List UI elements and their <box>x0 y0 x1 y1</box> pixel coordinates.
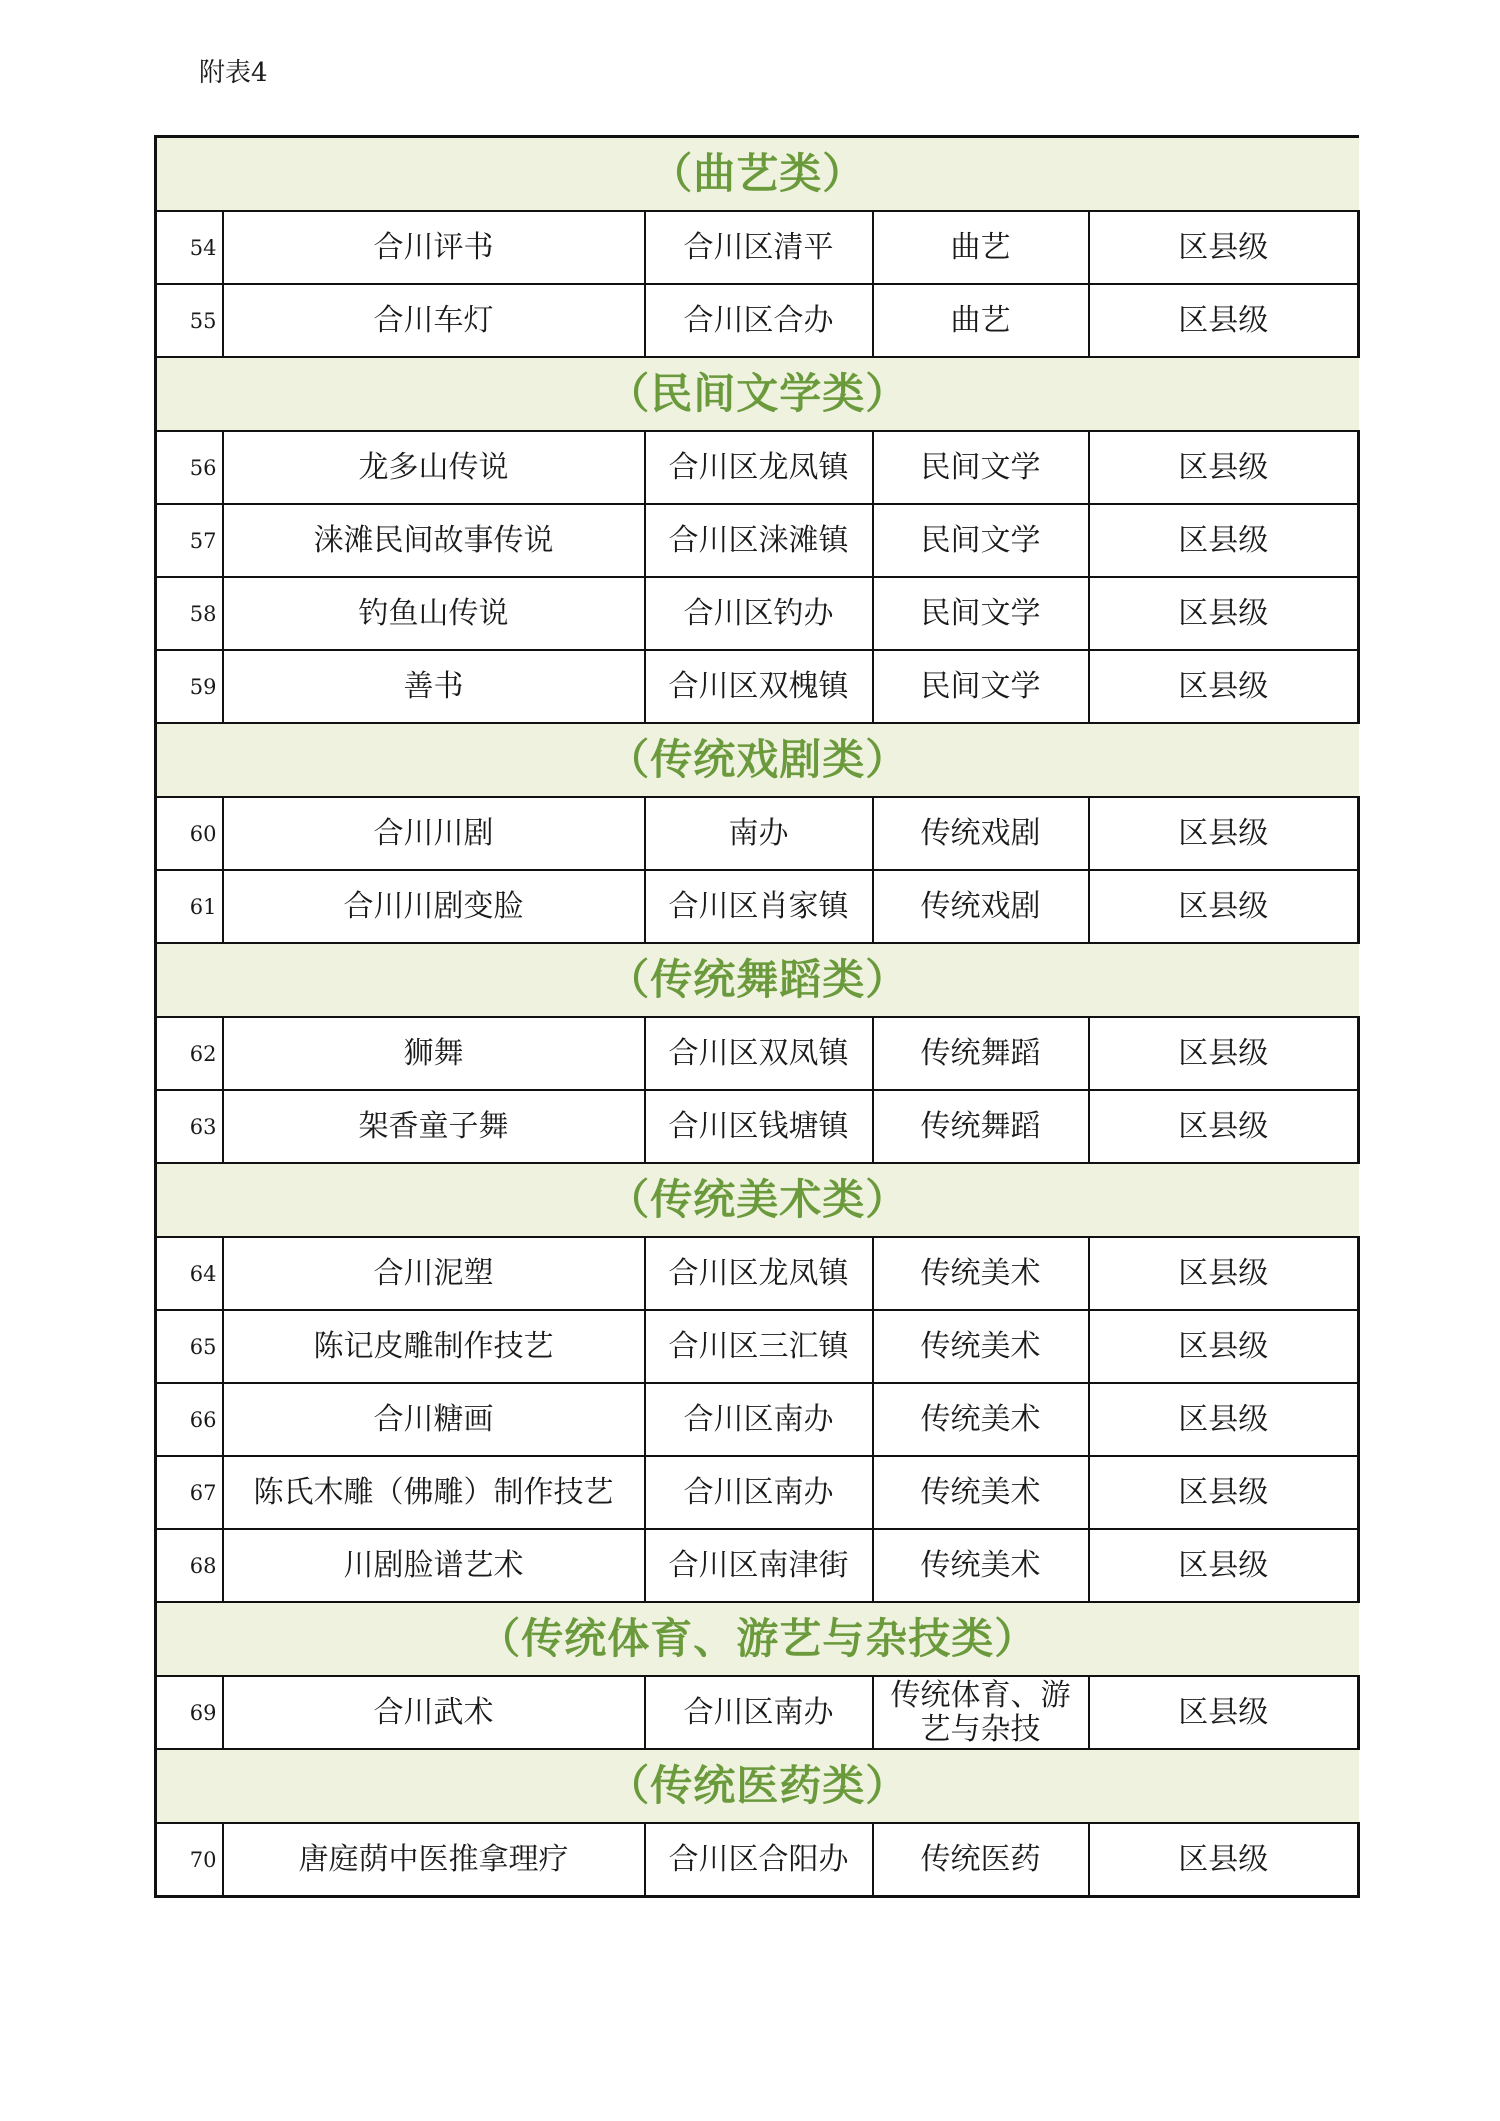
item-category: 民间文学 <box>873 650 1089 723</box>
item-name: 陈氏木雕（佛雕）制作技艺 <box>223 1456 645 1529</box>
item-category: 传统舞蹈 <box>873 1017 1089 1090</box>
item-location: 合川区南办 <box>645 1456 873 1529</box>
section-header-row <box>156 1163 1359 1237</box>
table-row <box>156 1017 1359 1090</box>
table-row <box>156 1237 1359 1310</box>
item-level: 区县级 <box>1089 1237 1359 1310</box>
item-category: 传统美术 <box>873 1383 1089 1456</box>
row-number: 64 <box>156 1237 223 1310</box>
table-row <box>156 211 1359 284</box>
item-category: 民间文学 <box>873 431 1089 504</box>
item-name: 合川评书 <box>223 211 645 284</box>
item-name: 涞滩民间故事传说 <box>223 504 645 577</box>
row-number: 63 <box>156 1090 223 1163</box>
item-level: 区县级 <box>1089 431 1359 504</box>
item-name: 架香童子舞 <box>223 1090 645 1163</box>
section-heading: （传统医药类） <box>156 1749 1359 1823</box>
item-name: 合川泥塑 <box>223 1237 645 1310</box>
item-level: 区县级 <box>1089 1676 1359 1749</box>
item-location: 合川区南办 <box>645 1383 873 1456</box>
item-category: 传统舞蹈 <box>873 1090 1089 1163</box>
item-name: 合川车灯 <box>223 284 645 357</box>
item-level: 区县级 <box>1089 797 1359 870</box>
table-row <box>156 650 1359 723</box>
item-category: 民间文学 <box>873 504 1089 577</box>
row-number: 68 <box>156 1529 223 1602</box>
section-heading: （民间文学类） <box>156 357 1359 431</box>
item-name: 唐庭荫中医推拿理疗 <box>223 1823 645 1897</box>
item-location: 合川区涞滩镇 <box>645 504 873 577</box>
row-number: 54 <box>156 211 223 284</box>
item-location: 合川区合阳办 <box>645 1823 873 1897</box>
table-row <box>156 1529 1359 1602</box>
table-row <box>156 284 1359 357</box>
item-category: 传统戏剧 <box>873 797 1089 870</box>
item-category-line: 传统体育、游 <box>890 1677 1071 1713</box>
table-row <box>156 1456 1359 1529</box>
item-location: 合川区龙凤镇 <box>645 1237 873 1310</box>
item-level: 区县级 <box>1089 1310 1359 1383</box>
item-level: 区县级 <box>1089 1529 1359 1602</box>
item-category: 传统医药 <box>873 1823 1089 1897</box>
item-name: 龙多山传说 <box>223 431 645 504</box>
table-row <box>156 1823 1359 1897</box>
item-name: 合川糖画 <box>223 1383 645 1456</box>
page-label: 附表4 <box>199 58 268 88</box>
item-location: 合川区三汇镇 <box>645 1310 873 1383</box>
section-heading: （传统体育、游艺与杂技类） <box>156 1602 1359 1676</box>
section-header-row <box>156 1602 1359 1676</box>
row-number: 70 <box>156 1823 223 1897</box>
section-heading: （曲艺类） <box>156 137 1359 212</box>
table-row <box>156 504 1359 577</box>
item-level: 区县级 <box>1089 1017 1359 1090</box>
row-number: 69 <box>156 1676 223 1749</box>
section-heading: （传统美术类） <box>156 1163 1359 1237</box>
item-name: 合川武术 <box>223 1676 645 1749</box>
item-category: 曲艺 <box>873 211 1089 284</box>
row-number: 59 <box>156 650 223 723</box>
table-row <box>156 797 1359 870</box>
item-location: 合川区南办 <box>645 1676 873 1749</box>
item-level: 区县级 <box>1089 1823 1359 1897</box>
heritage-table <box>154 135 1360 1898</box>
row-number: 60 <box>156 797 223 870</box>
section-header-row <box>156 723 1359 797</box>
section-heading: （传统戏剧类） <box>156 723 1359 797</box>
item-category: 传统美术 <box>873 1310 1089 1383</box>
row-number: 56 <box>156 431 223 504</box>
item-location: 合川区南津街 <box>645 1529 873 1602</box>
item-location: 合川区双槐镇 <box>645 650 873 723</box>
table-row <box>156 431 1359 504</box>
row-number: 61 <box>156 870 223 943</box>
item-location: 合川区钓办 <box>645 577 873 650</box>
item-category-line: 艺与杂技 <box>920 1711 1041 1747</box>
table-body <box>156 137 1359 1897</box>
table-row <box>156 577 1359 650</box>
item-category: 民间文学 <box>873 577 1089 650</box>
row-number: 65 <box>156 1310 223 1383</box>
row-number: 57 <box>156 504 223 577</box>
item-level: 区县级 <box>1089 284 1359 357</box>
table-row <box>156 1383 1359 1456</box>
row-number: 58 <box>156 577 223 650</box>
item-category: 传统戏剧 <box>873 870 1089 943</box>
table-row <box>156 1090 1359 1163</box>
item-location: 合川区龙凤镇 <box>645 431 873 504</box>
item-location: 南办 <box>645 797 873 870</box>
item-location: 合川区清平 <box>645 211 873 284</box>
item-name: 钓鱼山传说 <box>223 577 645 650</box>
row-number: 55 <box>156 284 223 357</box>
item-category: 曲艺 <box>873 284 1089 357</box>
item-level: 区县级 <box>1089 1383 1359 1456</box>
section-heading: （传统舞蹈类） <box>156 943 1359 1017</box>
item-level: 区县级 <box>1089 504 1359 577</box>
section-header-row <box>156 1749 1359 1823</box>
item-name: 狮舞 <box>223 1017 645 1090</box>
row-number: 67 <box>156 1456 223 1529</box>
item-location: 合川区双凤镇 <box>645 1017 873 1090</box>
item-level: 区县级 <box>1089 1090 1359 1163</box>
section-header-row <box>156 137 1359 212</box>
item-category <box>873 1676 1089 1749</box>
table-row <box>156 1310 1359 1383</box>
item-name: 善书 <box>223 650 645 723</box>
row-number: 62 <box>156 1017 223 1090</box>
item-category: 传统美术 <box>873 1456 1089 1529</box>
item-location: 合川区钱塘镇 <box>645 1090 873 1163</box>
section-header-row <box>156 943 1359 1017</box>
item-category: 传统美术 <box>873 1237 1089 1310</box>
item-name: 合川川剧变脸 <box>223 870 645 943</box>
item-name: 合川川剧 <box>223 797 645 870</box>
item-level: 区县级 <box>1089 577 1359 650</box>
item-level: 区县级 <box>1089 1456 1359 1529</box>
item-name: 川剧脸谱艺术 <box>223 1529 645 1602</box>
table-row <box>156 870 1359 943</box>
section-header-row <box>156 357 1359 431</box>
item-level: 区县级 <box>1089 211 1359 284</box>
item-name: 陈记皮雕制作技艺 <box>223 1310 645 1383</box>
item-location: 合川区肖家镇 <box>645 870 873 943</box>
item-level: 区县级 <box>1089 870 1359 943</box>
item-location: 合川区合办 <box>645 284 873 357</box>
item-category: 传统美术 <box>873 1529 1089 1602</box>
row-number: 66 <box>156 1383 223 1456</box>
item-level: 区县级 <box>1089 650 1359 723</box>
table-row <box>156 1676 1359 1749</box>
